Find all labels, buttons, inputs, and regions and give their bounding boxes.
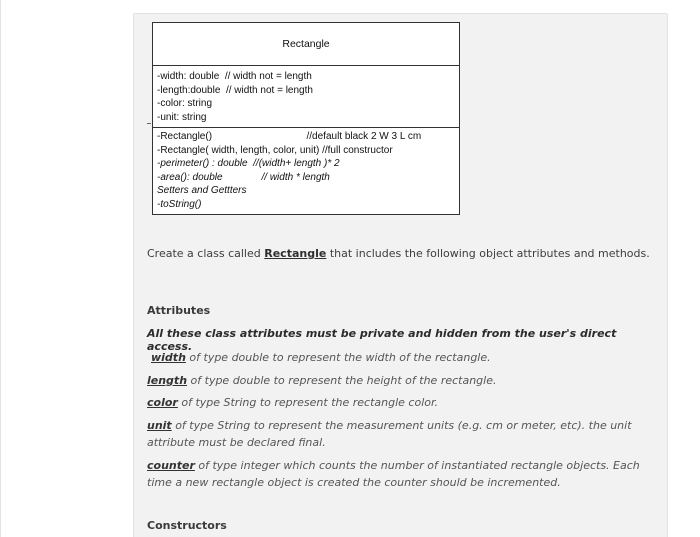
attribute-item-counter	[147, 457, 662, 491]
attributes-heading: Attributes	[147, 304, 211, 317]
question-text	[147, 246, 662, 532]
left-border	[0, 0, 1, 537]
margin-tick	[147, 123, 151, 124]
attribute-description: of type integer which counts the number of instantiated rectangle objects. Each time a new rectangle object is created the counter should be incremented.	[147, 459, 640, 489]
uml-class-diagram	[152, 22, 460, 215]
attribute-item-color	[147, 394, 662, 411]
uml-attribute: -width: double // width not = length	[157, 71, 312, 82]
attribute-description: of type String to represent the rectangle color.	[177, 396, 439, 409]
uml-method: Setters and Gettters	[157, 185, 247, 197]
constructors-heading: Constructors	[147, 519, 227, 532]
attribute-name: width	[151, 351, 186, 364]
uml-class-name: Rectangle	[153, 23, 459, 66]
uml-attribute: -length:double // width not = length	[157, 84, 313, 96]
uml-attribute: -unit: string	[157, 111, 207, 123]
uml-method: -area(): double // width * length	[157, 171, 330, 183]
intro-paragraph	[147, 246, 662, 262]
attribute-item-length	[147, 372, 662, 389]
attribute-item-unit	[147, 417, 662, 451]
privacy-note: All these class attributes must be private and hidden from the user's direct access.	[147, 327, 617, 353]
intro-after: that includes the following object attributes and methods.	[326, 247, 650, 260]
uml-method: -perimeter() : double //(width+ length )* 2	[157, 158, 340, 170]
intro-class-name: Rectangle	[264, 247, 327, 260]
uml-method: -Rectangle() //default black 2 W 3 L cm	[157, 131, 422, 142]
uml-method: -Rectangle( width, length, color, unit) //full constructor	[157, 144, 393, 156]
attribute-name: unit	[147, 419, 172, 432]
intro-before: Create a class called	[147, 247, 265, 260]
attribute-description: of type String to represent the measurement units (e.g. cm or meter, etc). the unit attribute must be declared final.	[147, 419, 632, 449]
attribute-description: of type double to represent the height of the rectangle.	[187, 374, 497, 387]
uml-method: -toString()	[157, 198, 202, 210]
uml-attribute: -color: string	[157, 98, 213, 110]
question-card	[133, 13, 668, 537]
attribute-name: length	[147, 374, 188, 387]
attribute-description: of type double to represent the width of the rectangle.	[185, 351, 491, 364]
attribute-item-width	[151, 349, 666, 366]
attribute-name: color	[147, 396, 178, 409]
uml-attributes-compartment	[153, 66, 459, 128]
attribute-name: counter	[147, 459, 195, 472]
uml-methods-compartment	[153, 128, 459, 214]
